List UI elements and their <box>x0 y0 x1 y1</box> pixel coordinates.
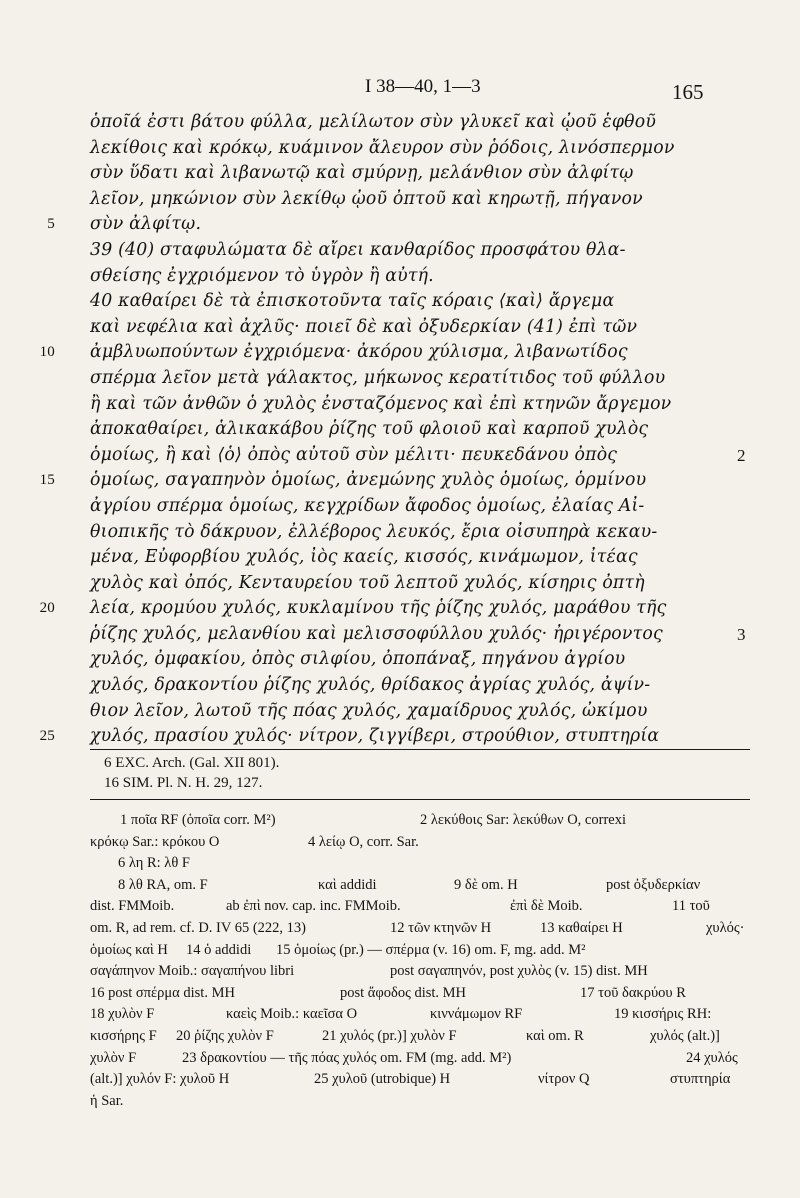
apparatus-entry: στυπτηρία <box>670 1071 731 1088</box>
apparatus-entry: ab ἐπὶ nov. cap. inc. FMMoib. <box>226 898 401 915</box>
line-text: λεκίθοις καὶ κρόκῳ, κυάμινον ἄλευρον σὺν ῥόδοις, λινόσπερμον <box>90 137 675 158</box>
apparatus-entry: 14 ὁ addidi <box>186 941 252 958</box>
apparatus-entry: χυλός (alt.)] <box>650 1027 720 1044</box>
line-number: 25 <box>39 728 55 745</box>
line-text: σθείσης ἐγχριόμενον τὸ ὑγρὸν ἢ αὐτή. <box>90 265 434 286</box>
text-line <box>62 443 762 469</box>
line-text: ῥίζης χυλός, μελανθίου καὶ μελισσοφύλλου χυλός· ἠριγέροντος <box>90 623 663 644</box>
apparatus-entry: 21 χυλός (pr.)] χυλὸν F <box>322 1027 457 1044</box>
line-text: 39 (40) σταφυλώματα δὲ αἴρει κανθαρίδος προσφάτου θλα- <box>90 239 626 260</box>
text-line <box>39 340 762 366</box>
apparatus-line <box>90 832 760 854</box>
line-number: 10 <box>39 344 55 361</box>
text-line <box>62 315 762 341</box>
apparatus-entry: ὁμοίως καὶ H <box>90 941 168 958</box>
line-text: λεῖον, μηκώνιον σὺν λεκίθῳ ᾠοῦ ὀπτοῦ καὶ κηρωτῇ, πήγανον <box>90 188 643 209</box>
apparatus-entry: post ἄφοδος dist. MH <box>340 984 467 1001</box>
line-text: θιον λεῖον, λωτοῦ τῆς πόας χυλός, χαμαίδρυος χυλός, ὠκίμου <box>90 700 648 721</box>
line-text: ὁμοίως, σαγαπηνὸν ὁμοίως, ἀνεμώνης χυλὸς ὁμοίως, ὁρμίνου <box>90 470 647 491</box>
apparatus-line <box>90 1091 760 1113</box>
running-head: I 38—40, 1—3 <box>365 76 481 97</box>
line-text: ἢ καὶ τῶν ἀνθῶν ὁ χυλὸς ἐνσταζόμενος καὶ ἐπὶ κτηνῶν ἄργεμον <box>90 393 672 414</box>
line-text: σπέρμα λεῖον μετὰ γάλακτος, μήκωνος κερατίτιδος τοῦ φύλλου <box>90 367 666 388</box>
apparatus-entry: 16 post σπέρμα dist. MH <box>90 984 235 1001</box>
source-line: 16 SIM. Pl. N. H. 29, 127. <box>104 775 263 791</box>
apparatus-line <box>90 961 760 983</box>
text-line <box>62 264 762 290</box>
line-text: χυλός, ὀμφακίου, ὀπὸς σιλφίου, ὀποπάναξ, πηγάνου ἀγρίου <box>90 649 626 670</box>
apparatus-entry: 19 κισσήρις RH: <box>614 1006 712 1023</box>
line-number: 20 <box>39 600 55 617</box>
apparatus-entry: 13 καθαίρει H <box>540 919 623 936</box>
apparatus-entry: 25 χυλοῦ (utrobique) H <box>314 1071 451 1088</box>
apparatus-entry: σαγάπηνον Moib.: σαγαπήνου libri <box>90 963 295 980</box>
line-text: σὺν ἀλφίτῳ. <box>90 214 202 235</box>
apparatus-entry: ἐπὶ δὲ Moib. <box>510 898 583 915</box>
text-line <box>62 161 762 187</box>
divider-rule <box>90 749 750 750</box>
text-line <box>62 187 762 213</box>
apparatus-line <box>90 853 760 875</box>
apparatus-entry: καὶ addidi <box>318 876 377 893</box>
line-text: σὺν ὕδατι καὶ λιβανωτῷ καὶ σμύρνῃ, μελάνθιον σὺν ἀλφίτῳ <box>90 163 634 184</box>
text-line <box>62 238 762 264</box>
apparatus-line <box>90 875 760 897</box>
apparatus-entry: κρόκῳ Sar.: κρόκου O <box>90 833 220 850</box>
apparatus-entry: post ὀξυδερκίαν <box>606 876 701 893</box>
apparatus-entry: καὶ om. R <box>526 1027 584 1044</box>
apparatus-entry: 4 λείῳ O, corr. Sar. <box>308 833 419 850</box>
text-line <box>62 289 762 315</box>
margin-reference: 3 <box>737 624 746 644</box>
apparatus-line <box>90 1069 760 1091</box>
text-line <box>62 366 762 392</box>
apparatus-entry: νίτρον Q <box>538 1071 590 1088</box>
text-line <box>62 647 762 673</box>
line-text: ἀγρίου σπέρμα ὁμοίως, κεγχρίδων ἄφοδος ὁμοίως, ἐλαίας Αἰ- <box>90 495 645 516</box>
apparatus-entry: ἡ Sar. <box>90 1092 124 1109</box>
line-number: 15 <box>39 472 55 489</box>
apparatus-entry: 15 ὁμοίως (pr.) — σπέρμα (v. 16) om. F, mg. add. M² <box>276 941 586 958</box>
apparatus-entry: χυλὸν F <box>90 1049 137 1066</box>
line-number: 5 <box>47 216 55 233</box>
page-number: 165 <box>672 80 704 104</box>
text-line <box>62 417 762 443</box>
apparatus-entry: κισσήρης F <box>90 1027 157 1044</box>
line-text: μένα, Εὐφορβίου χυλός, ἰὸς καείς, κισσός, κινάμωμον, ἰτέας <box>90 547 638 568</box>
text-line <box>62 136 762 162</box>
apparatus-entry: 18 χυλὸν F <box>90 1006 155 1023</box>
text-line <box>62 571 762 597</box>
line-text: 40 καθαίρει δὲ τὰ ἐπισκοτοῦντα ταῖς κόραις ⟨καὶ⟩ ἄργεμα <box>90 291 615 312</box>
apparatus-line <box>90 810 760 832</box>
line-text: λεία, κρομύου χυλός, κυκλαμίνου τῆς ῥίζης χυλός, μαράθου τῆς <box>90 598 667 619</box>
apparatus-entry: χυλός· <box>706 919 745 936</box>
apparatus-entry: 20 ῥίζης χυλὸν F <box>176 1027 274 1044</box>
page-header <box>0 72 800 102</box>
apparatus-entry: 11 τοῦ <box>672 898 710 915</box>
text-line <box>62 392 762 418</box>
text-line <box>62 545 762 571</box>
apparatus-entry: 17 τοῦ δακρύου R <box>580 984 686 1001</box>
text-line <box>62 622 762 648</box>
text-line <box>47 212 762 238</box>
source-line: 6 EXC. Arch. (Gal. XII 801). <box>104 755 280 771</box>
apparatus-entry: 9 δὲ om. H <box>454 876 518 893</box>
line-text: χυλός, πρασίου χυλός· νίτρον, ζιγγίβερι, στρούθιον, στυπτηρία <box>90 726 660 747</box>
text-line <box>39 596 762 622</box>
apparatus-entry: (alt.)] χυλόν F: χυλοῦ H <box>90 1071 230 1088</box>
line-text: ἀμβλυωπούντων ἐγχριόμενα· ἀκόρου χύλισμα, λιβανωτίδος <box>90 342 628 363</box>
apparatus-entry: καεὶς Moib.: καεῖσα O <box>226 1006 358 1023</box>
margin-reference: 2 <box>737 445 746 465</box>
apparatus-entry: 8 λθ RA, om. F <box>118 876 208 893</box>
apparatus-entry: dist. FMMoib. <box>90 898 175 915</box>
line-text: καὶ νεφέλια καὶ ἀχλῦς· ποιεῖ δὲ καὶ ὀξυδερκίαν (41) ἐπὶ τῶν <box>90 316 638 337</box>
critical-apparatus <box>90 810 760 1112</box>
apparatus-entry: κιννάμωμον RF <box>430 1006 523 1023</box>
apparatus-entry: om. R, ad rem. cf. D. IV 65 (222, 13) <box>90 919 306 936</box>
text-line <box>39 468 762 494</box>
apparatus-entry: 24 χυλός <box>686 1049 738 1066</box>
line-text: ἀποκαθαίρει, ἁλικακάβου ῥίζης τοῦ φλοιοῦ καὶ καρποῦ χυλὸς <box>90 419 649 440</box>
apparatus-line <box>90 896 760 918</box>
text-line <box>39 724 762 750</box>
apparatus-line <box>90 1048 760 1070</box>
apparatus-line <box>90 918 760 940</box>
line-text: ὁμοίως, ἢ καὶ ⟨ὁ⟩ ὀπὸς αὐτοῦ σὺν μέλιτι· πευκεδάνου ὀπὸς <box>90 444 618 465</box>
line-text: θιοπικῆς τὸ δάκρυον, ἐλλέβορος λευκός, ἔρια οἰσυπηρὰ κεκαυ- <box>90 521 658 542</box>
text-line <box>62 673 762 699</box>
apparatus-line <box>90 983 760 1005</box>
text-line <box>62 699 762 725</box>
apparatus-line <box>90 1004 760 1026</box>
apparatus-entry: 12 τῶν κτηνῶν H <box>390 919 492 936</box>
line-text: χυλὸς καὶ ὀπός, Κενταυρείου τοῦ λεπτοῦ χυλός, κίσηρις ὀπτὴ <box>90 572 645 593</box>
main-text-block <box>39 110 762 750</box>
text-line <box>62 110 762 136</box>
line-text: ὁποῖά ἐστι βάτου φύλλα, μελίλωτον σὺν γλυκεῖ καὶ ᾠοῦ ἑφθοῦ <box>90 112 657 132</box>
apparatus-entry: 6 λη R: λθ F <box>118 855 190 872</box>
apparatus-entry: 1 ποῖα RF (ὁποῖα corr. M²) <box>120 812 276 828</box>
apparatus-entry: 2 λεκύθοις Sar: λεκύθων O, correxi <box>420 812 626 828</box>
divider-rule <box>90 799 750 800</box>
text-line <box>62 520 762 546</box>
apparatus-entry: 23 δρακοντίου — τῆς πόας χυλός om. FM (mg. add. M²) <box>182 1049 512 1066</box>
sources-block <box>104 753 724 793</box>
line-text: χυλός, δρακοντίου ῥίζης χυλός, θρίδακος ἀγρίας χυλός, ἀψίν- <box>90 675 651 696</box>
text-line <box>62 494 762 520</box>
apparatus-line <box>90 1026 760 1048</box>
apparatus-entry: post σαγαπηνόν, post χυλὸς (v. 15) dist. MH <box>390 963 648 980</box>
apparatus-line <box>90 940 760 962</box>
